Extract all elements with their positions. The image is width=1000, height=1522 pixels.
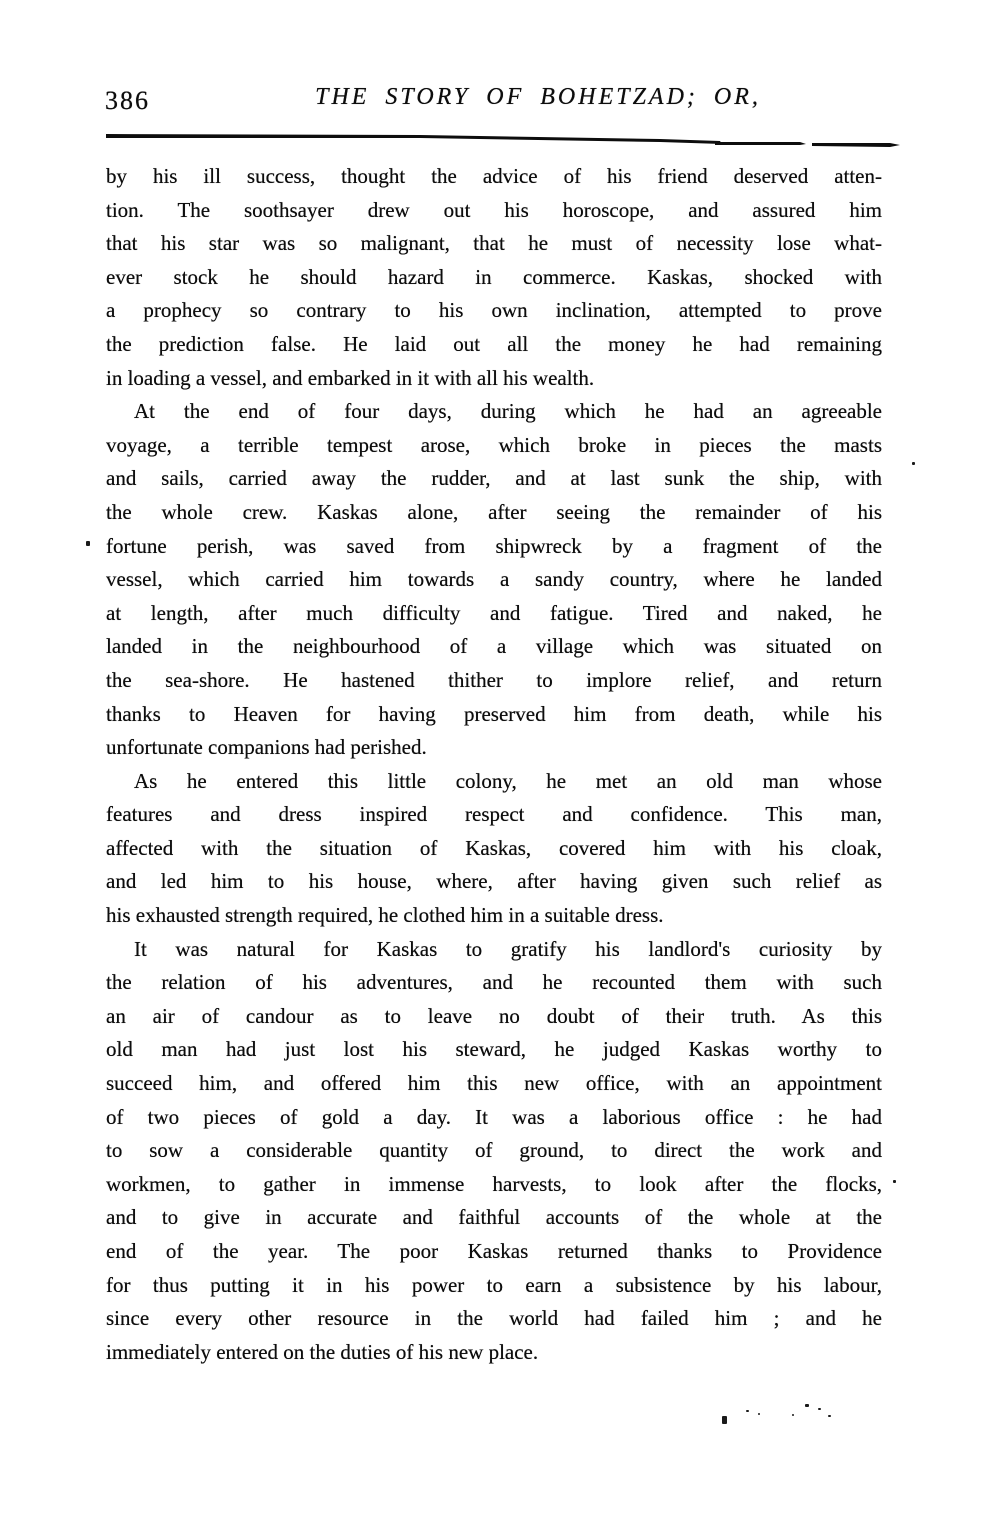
- text-line: since every other resource in the world had failed him ; and he: [106, 1306, 882, 1331]
- text-block: [106, 160, 882, 1369]
- text-line: his exhausted strength required, he clothed him in a suitable dress.: [106, 903, 664, 928]
- scan-speck: [912, 462, 915, 465]
- text-line: tion. The soothsayer drew out his horoscope, and assured him: [106, 197, 882, 222]
- text-line: the relation of his adventures, and he recounted them with such: [106, 970, 882, 995]
- text-line: the whole crew. Kaskas alone, after seeing the remainder of his: [106, 499, 882, 524]
- scan-speck: [86, 541, 90, 546]
- scan-speck: [722, 1416, 727, 1424]
- text-line: and led him to his house, where, after having given such relief as: [106, 869, 882, 894]
- scan-speck: [758, 1413, 760, 1415]
- text-line: landed in the neighbourhood of a village which was situated on: [106, 634, 882, 659]
- text-line: voyage, a terrible tempest arose, which broke in pieces the masts: [106, 432, 882, 457]
- text-line: by his ill success, thought the advice of his friend deserved atten-: [106, 164, 882, 188]
- header-rule: [100, 128, 906, 148]
- text-line: of two pieces of gold a day. It was a laborious office : he had: [106, 1104, 882, 1129]
- text-line: in loading a vessel, and embarked in it with all his wealth.: [106, 365, 595, 390]
- text-line: old man had just lost his steward, he judged Kaskas worthy to: [106, 1037, 882, 1062]
- page-number: 386: [105, 86, 150, 115]
- text-line: an air of candour as to leave no doubt of their truth. As this: [106, 1003, 882, 1028]
- text-line: It was natural for Kaskas to gratify his landlord's curiosity by: [134, 936, 882, 961]
- text-line: a prophecy so contrary to his own inclination, attempted to prove: [106, 298, 882, 323]
- text-line: As he entered this little colony, he met an old man whose: [134, 768, 882, 793]
- text-line: the sea-shore. He hastened thither to implore relief, and return: [106, 667, 882, 692]
- running-title: THE STORY OF BOHETZAD; OR,: [315, 84, 761, 110]
- text-line: fortune perish, was saved from shipwreck by a fragment of the: [106, 533, 882, 558]
- text-line: and to give in accurate and faithful accounts of the whole at the: [106, 1205, 882, 1230]
- scan-speck: [805, 1404, 809, 1407]
- text-line: that his star was so malignant, that he must of necessity lose what-: [106, 231, 882, 256]
- text-line: end of the year. The poor Kaskas returned thanks to Providence: [106, 1239, 882, 1263]
- text-line: workmen, to gather in immense harvests, to look after the flocks,: [106, 1171, 882, 1196]
- text-line: At the end of four days, during which he had an agreeable: [134, 399, 882, 424]
- text-line: ever stock he should hazard in commerce. Kaskas, shocked with: [106, 264, 882, 289]
- text-line: for thus putting it in his power to earn a subsistence by his labour,: [106, 1272, 882, 1297]
- text-line: thanks to Heaven for having preserved him from death, while his: [106, 701, 882, 726]
- scan-speck: [746, 1410, 749, 1412]
- text-line: to sow a considerable quantity of ground, to direct the work and: [106, 1138, 882, 1163]
- text-line: unfortunate companions had perished.: [106, 735, 427, 760]
- text-line: succeed him, and offered him this new office, with an appointment: [106, 1071, 882, 1096]
- scan-speck: [792, 1414, 794, 1416]
- text-line: immediately entered on the duties of his new place.: [106, 1339, 539, 1364]
- text-line: and sails, carried away the rudder, and at last sunk the ship, with: [106, 466, 882, 491]
- text-line: affected with the situation of Kaskas, covered him with his cloak,: [106, 835, 882, 860]
- scan-speck: [828, 1415, 831, 1417]
- scan-speck: [818, 1408, 821, 1410]
- page-header: [103, 84, 893, 122]
- text-line: features and dress inspired respect and confidence. This man,: [106, 802, 882, 827]
- text-line: at length, after much difficulty and fatigue. Tired and naked, he: [106, 600, 882, 625]
- scan-speck: [893, 1180, 896, 1183]
- text-line: the prediction false. He laid out all the money he had remaining: [106, 331, 882, 356]
- text-line: vessel, which carried him towards a sandy country, where he landed: [106, 567, 882, 592]
